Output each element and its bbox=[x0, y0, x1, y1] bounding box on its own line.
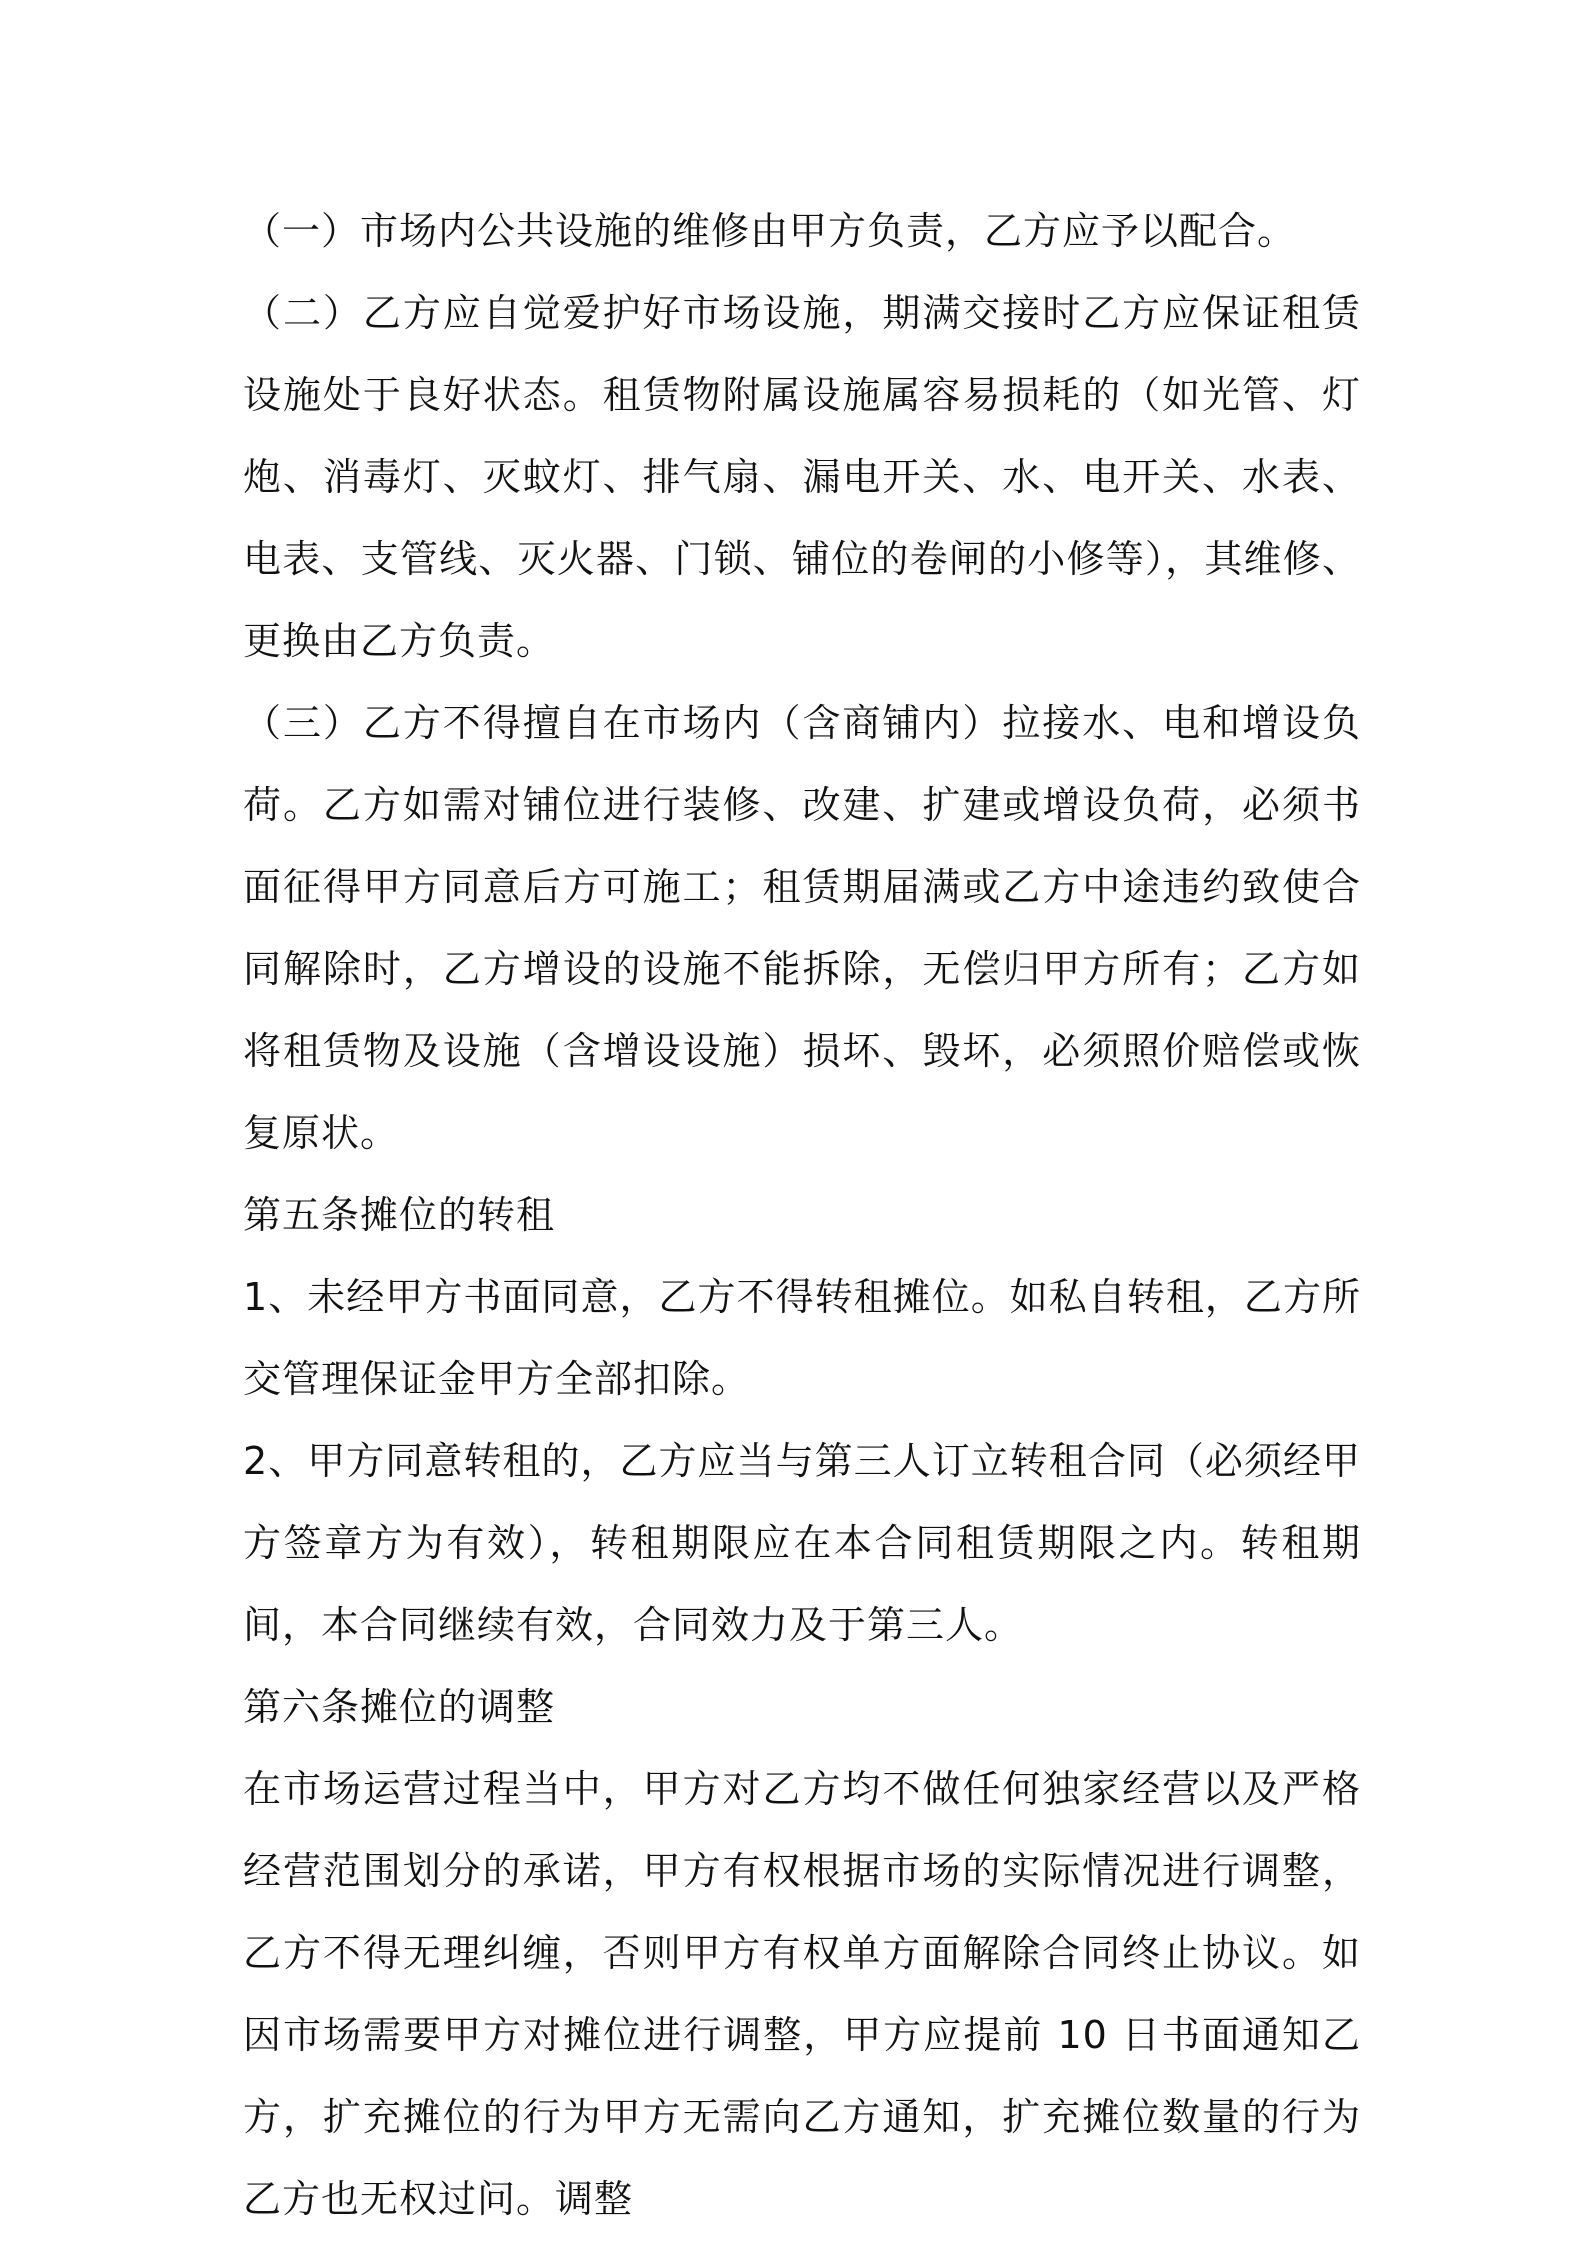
article-5-item-2: 2、甲方同意转租的，乙方应当与第三人订立转租合同（必须经甲方签章方为有效），转租期限应在本合同租赁期限之内。转租期间，本合同继续有效，合同效力及于第三人。 bbox=[243, 1439, 1361, 1647]
clause-paragraph-3: （三）乙方不得擅自在市场内（含商铺内）拉接水、电和增设负荷。乙方如需对铺位进行装修、改建、扩建或增设负荷，必须书面征得甲方同意后方可施工；租赁期届满或乙方中途违约致使合同解除时，乙方增设的设施不能拆除，无偿归甲方所有；乙方如将租赁物及设施（含增设设施）损坏、毁坏，必须照价赔偿或恢复原状。 bbox=[243, 701, 1361, 1155]
article-6-paragraph: 在市场运营过程当中，甲方对乙方均不做任何独家经营以及严格经营范围划分的承诺，甲方有权根据市场的实际情况进行调整，乙方不得无理纠缠，否则甲方有权单方面解除合同终止协议。如因市场需要甲方对摊位进行调整，甲方应提前 10 日书面通知乙方，扩充摊位的行为甲方无需向乙方通知，扩充摊位数量的行为乙方也无权过问。调整 bbox=[243, 1767, 1361, 2221]
article-5-item-1: 1、未经甲方书面同意，乙方不得转租摊位。如私自转租，乙方所交管理保证金甲方全部扣除。 bbox=[243, 1275, 1361, 1401]
clause-paragraph-2: （二）乙方应自觉爱护好市场设施，期满交接时乙方应保证租赁设施处于良好状态。租赁物附属设施属容易损耗的（如光管、灯炮、消毒灯、灭蚊灯、排气扇、漏电开关、水、电开关、水表、电表、支管线、灭火器、门锁、铺位的卷闸的小修等），其维修、更换由乙方负责。 bbox=[243, 291, 1361, 663]
article-heading-5: 第五条摊位的转租 bbox=[243, 1193, 556, 1237]
clause-paragraph-1: （一）市场内公共设施的维修由甲方负责，乙方应予以配合。 bbox=[243, 209, 1297, 253]
document-body bbox=[243, 190, 1361, 2240]
article-heading-6: 第六条摊位的调整 bbox=[243, 1685, 556, 1729]
